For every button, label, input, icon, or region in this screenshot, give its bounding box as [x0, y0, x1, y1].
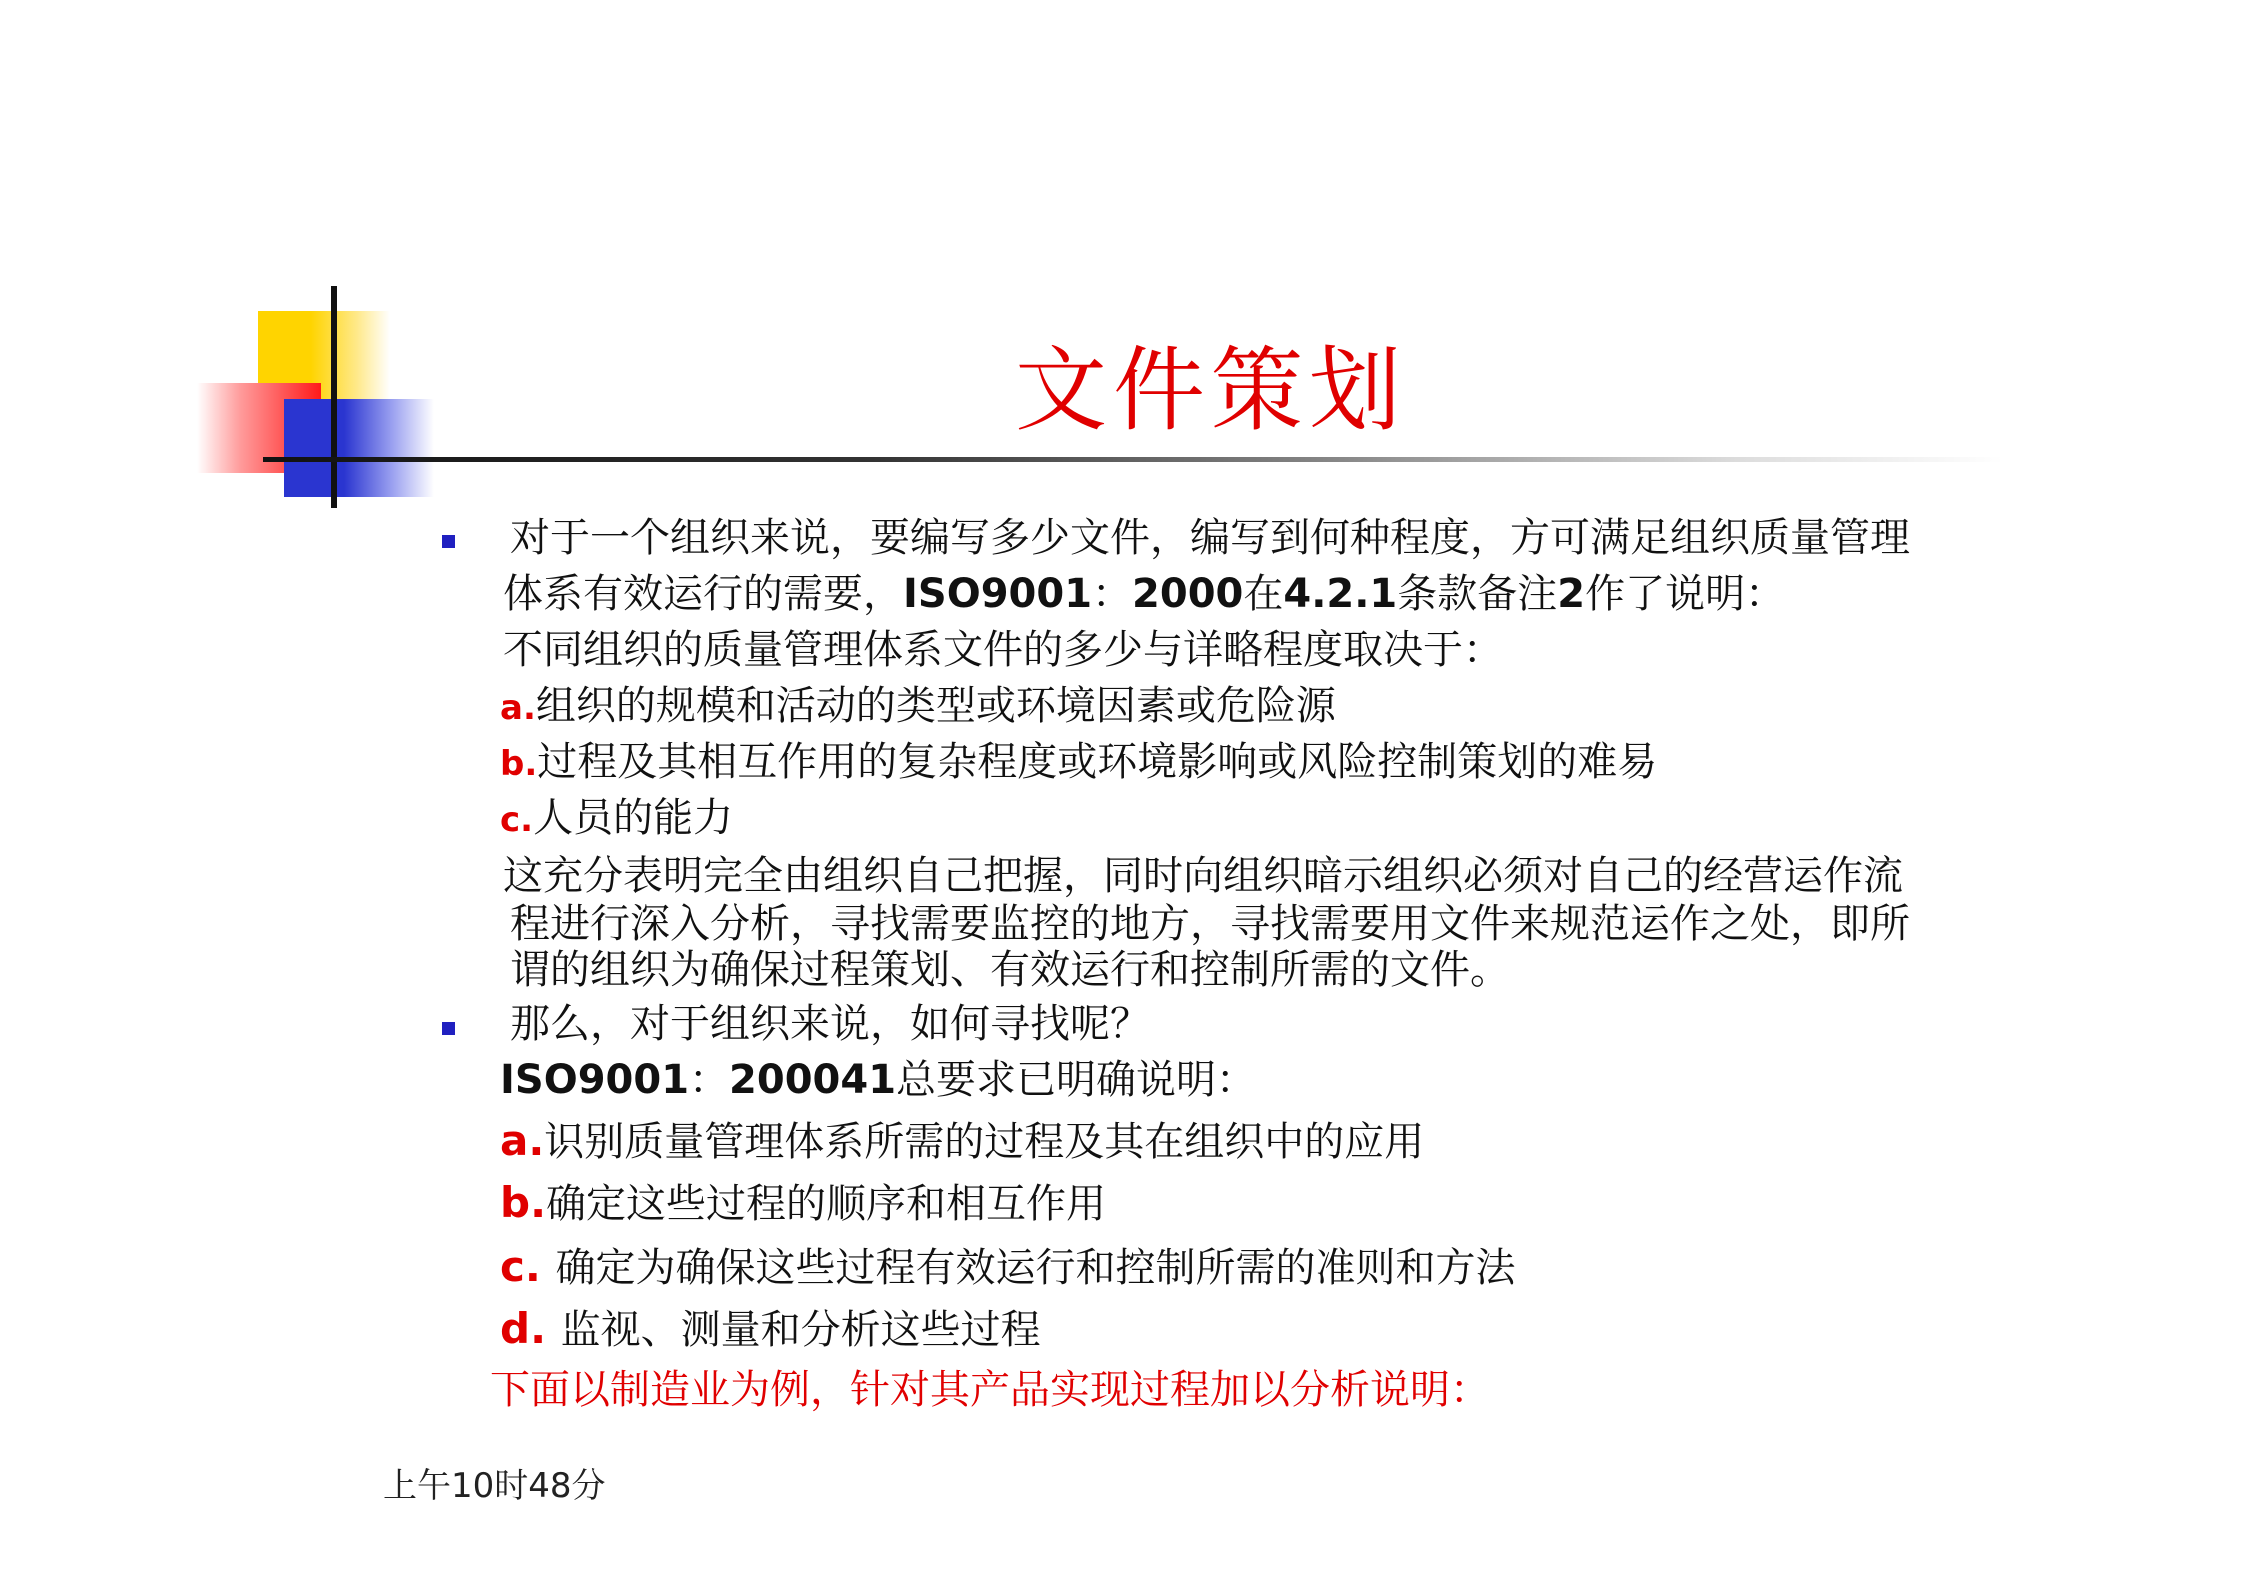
b1-item-b: b.过程及其相互作用的复杂程度或环境影响或风险控制策划的难易 [500, 739, 1658, 785]
decor-blue-square [284, 399, 434, 497]
b2-item-a: a.识别质量管理体系所需的过程及其在组织中的应用 [500, 1116, 1425, 1165]
b1-line2: 体系有效运行的需要，ISO9001：2000在4.2.1条款备注2作了说明： [503, 571, 1786, 617]
decor-vertical-line [331, 286, 337, 508]
b1-line1: 对于一个组织来说，要编写多少文件，编写到何种程度，方可满足组织质量管理 [510, 515, 1910, 561]
b2-line1: 那么，对于组织来说，如何寻找呢？ [510, 1001, 1150, 1047]
b1-para-line2: 程进行深入分析，寻找需要监控的地方，寻找需要用文件来规范运作之处，即所 [510, 901, 1910, 947]
footer-timestamp: 上午10时48分 [383, 1466, 606, 1506]
b1-item-c: c.人员的能力 [500, 795, 734, 841]
b2-line2: ISO9001：200041总要求已明确说明： [500, 1057, 1257, 1103]
title-underline [263, 457, 2003, 462]
b1-item-a: a.组织的规模和活动的类型或环境因素或危险源 [500, 683, 1336, 729]
slide-title: 文件策划 [1015, 337, 1408, 444]
b2-item-b: b.确定这些过程的顺序和相互作用 [500, 1178, 1107, 1227]
b1-line3: 不同组织的质量管理体系文件的多少与详略程度取决于： [503, 627, 1503, 673]
b1-para-line1: 这充分表明完全由组织自己把握，同时向组织暗示组织必须对自己的经营运作流 [503, 853, 1903, 899]
b1-para-line3: 谓的组织为确保过程策划、有效运行和控制所需的文件。 [510, 947, 1510, 993]
bullet-icon [442, 535, 455, 548]
b2-item-d: d. 监视、测量和分析这些过程 [500, 1304, 1041, 1353]
closing-statement: 下面以制造业为例，针对其产品实现过程加以分析说明： [490, 1367, 1490, 1413]
bullet-icon [442, 1022, 455, 1035]
b2-item-c: c. 确定为确保这些过程有效运行和控制所需的准则和方法 [500, 1242, 1516, 1291]
